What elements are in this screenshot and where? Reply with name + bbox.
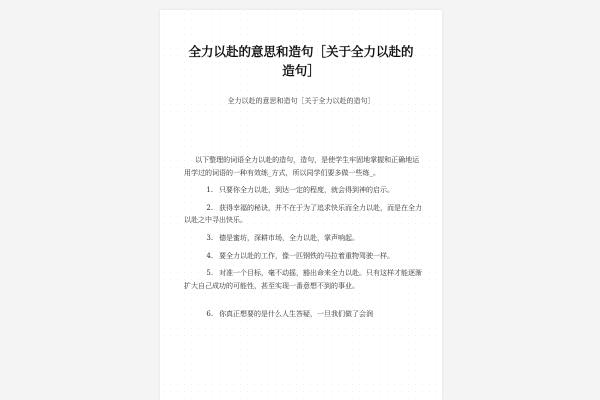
- list-item: [184, 202, 426, 227]
- list-item-text: 要全力以赴的工作，像一匹钢铁的马拉着重物驾驶一样。: [219, 251, 395, 260]
- list-item-number: 3.: [206, 233, 214, 242]
- list-item-number: 6.: [206, 310, 214, 319]
- list-item: [184, 250, 426, 263]
- title-line-2: 造句］: [282, 63, 320, 78]
- list-item: [184, 308, 426, 321]
- document-body: [184, 154, 426, 326]
- list-item-text: 对准一个目标，毫不动摇，豁出命来全力以赴。只有这样才能逐渐扩大自己成功的可能性，甚至实现一番意想不到的事业。: [184, 269, 423, 290]
- list-item-text: 你真正想要的是什么人生答疑，一旦我们做了会润: [219, 310, 374, 319]
- list-item-number: 5.: [206, 269, 214, 278]
- list-item-text: 只要你全力以赴，到达一定的程度，就会得到神的启示。: [219, 186, 395, 195]
- list-item-number: 4.: [206, 251, 214, 260]
- document-subtitle: 全力以赴的意思和造句［关于全力以赴的造句］: [227, 97, 375, 105]
- document-title: [160, 42, 442, 80]
- list-item: [184, 267, 426, 292]
- list-item-text: 德是蜜坊，深耕市场，全力以赴，掌声响起。: [219, 233, 360, 242]
- list-item-text: 获得幸福的秘诀，并不在于为了追求快乐而全力以赴，而是在全力以赴之中寻出快乐。: [184, 203, 423, 225]
- list-item: [184, 232, 426, 245]
- list-item-number: 1.: [206, 186, 214, 195]
- list-item: [184, 184, 426, 197]
- intro-paragraph: 以下整理的词语全力以赴的造句，造句，是使学生牢固地掌握和正确地运用学过的词语的一种有效练_方式，所以同学们要多做一些练_。: [184, 156, 420, 177]
- title-line-1: 全力以赴的意思和造句［关于全力以赴的: [188, 44, 414, 59]
- list-item-number: 2.: [206, 203, 214, 212]
- document-page: [160, 10, 442, 400]
